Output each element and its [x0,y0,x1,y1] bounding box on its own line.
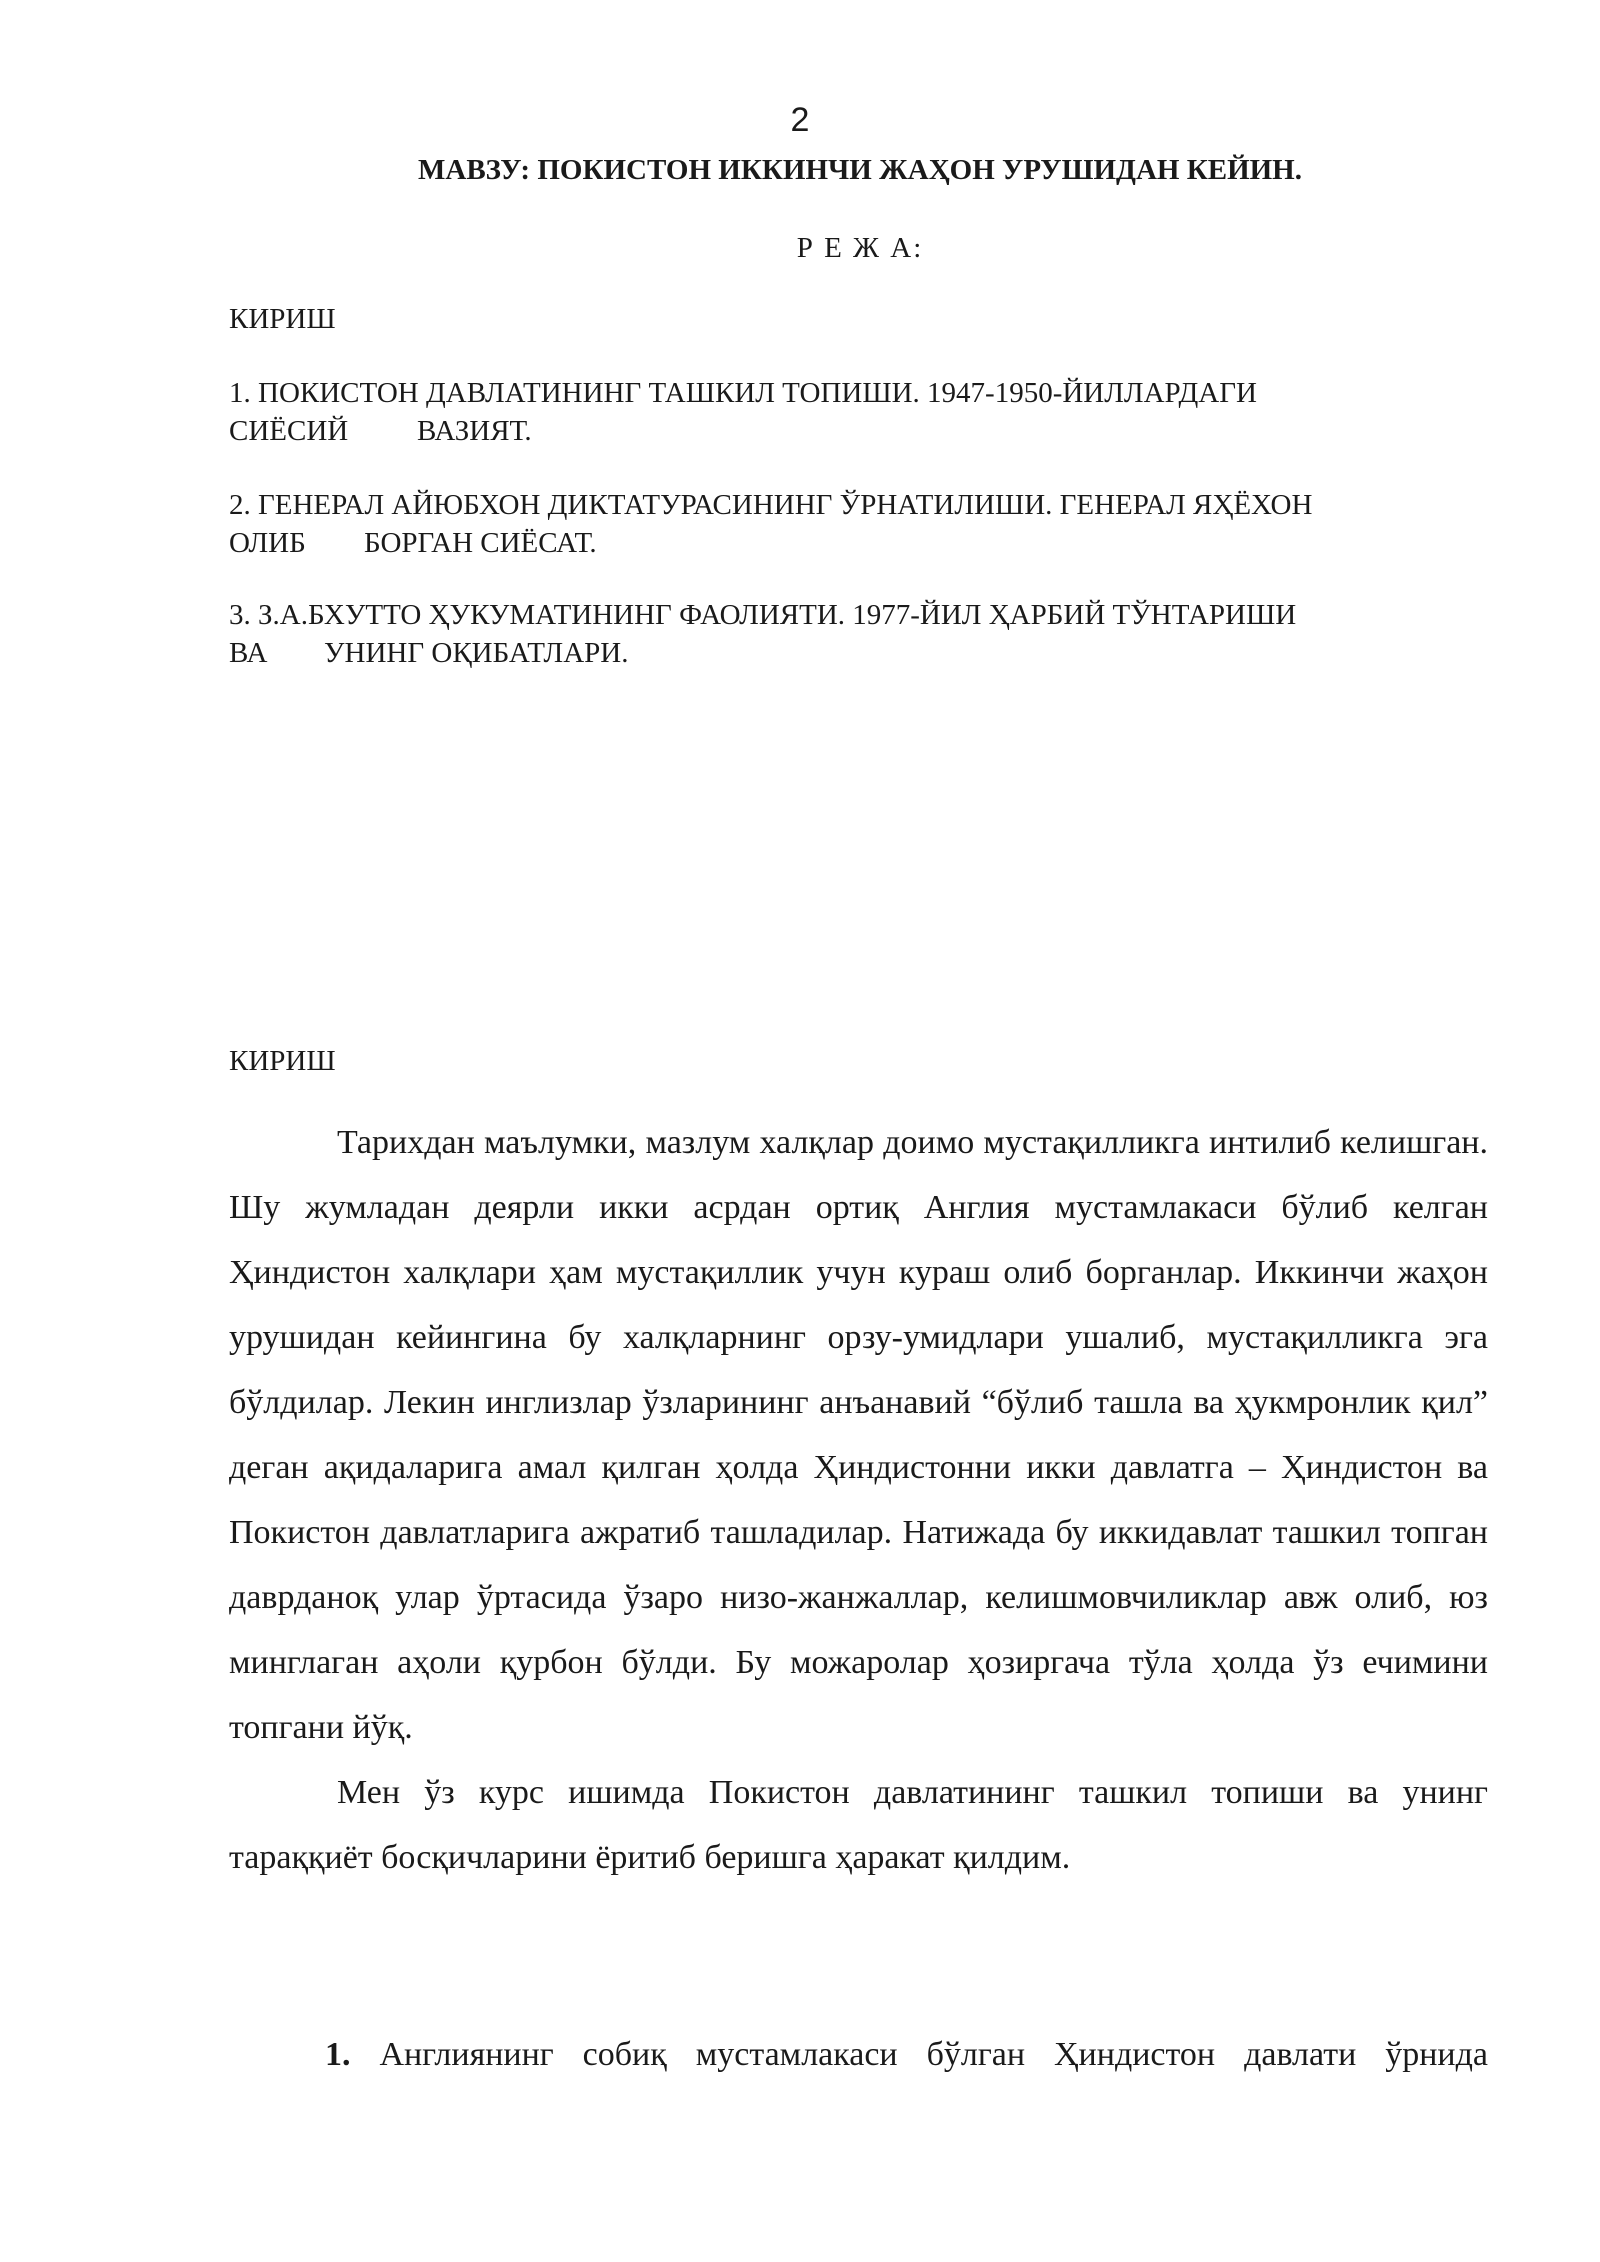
plan-item-2-line1: 2. ГЕНЕРАЛ АЙЮБХОН ДИКТАТУРАСИНИНГ ЎРНАТИЛИШИ. ГЕНЕРАЛ ЯҲЁХОН [229,489,1313,521]
plan-intro-label: КИРИШ [229,303,336,335]
plan-item-1-line2b: ВАЗИЯТ. [417,415,532,447]
point-number: 1. [325,2036,351,2073]
plan-title: Р Е Ж А: [796,232,924,264]
section-body [229,1110,1488,1890]
plan-item-3-line2a: ВА [229,637,268,669]
page-number: 2 [790,101,810,139]
plan-item-1-line2a: СИЁСИЙ [229,415,349,447]
plan-item-2-line2b: БОРГАН СИЁСАТ. [364,527,597,559]
document-topic-heading: МАВЗУ: ПОКИСТОН ИККИНЧИ ЖАҲОН УРУШИДАН КЕЙИН. [418,154,1302,186]
plan-item-3-line1: 3. З.А.БХУТТО ҲУКУМАТИНИНГ ФАОЛИЯТИ. 1977-ЙИЛ ҲАРБИЙ ТЎНТАРИШИ [229,599,1297,631]
section-heading-intro: КИРИШ [229,1045,336,1077]
plan-item-1-line1: 1. ПОКИСТОН ДАВЛАТИНИНГ ТАШКИЛ ТОПИШИ. 1947-1950-ЙИЛЛАРДАГИ [229,377,1257,409]
numbered-point-1 [229,2022,1488,2087]
paragraph-1: Тарихдан маълумки, мазлум халқлар доимо мустақилликга интилиб келишган. Шу жумладан деярли икки асрдан ортиқ Англия мустамлакаси бўлиб келган Ҳиндистон халқлари ҳам мустақиллик учун кураш олиб борганлар. Иккинчи жаҳон урушидан кейингина бу халқларнинг орзу-умидлари ушалиб, мустақилликга эга бўлдилар. Лекин инглизлар ўзларининг анъанавий “бўлиб ташла ва ҳукмронлик қил” деган ақидаларига амал қилган ҳолда Ҳиндистонни икки давлатга – Ҳиндистон ва Покистон давлатларига ажратиб ташладилар. Натижада бу иккидавлат ташкил топган даврданоқ улар ўртасида ўзаро низо-жанжаллар, келишмовчиликлар авж олиб, юз минглаган аҳоли қурбон бўлди. Бу можаролар ҳозиргача тўла ҳолда ўз ечимини топгани йўқ. [229,1124,1488,1746]
plan-item-2-line2a: ОЛИБ [229,527,306,559]
paragraph-2: Мен ўз курс ишимда Покистон давлатининг ташкил топиши ва унинг тараққиёт босқичларини ёритиб беришга ҳаракат қилдим. [229,1774,1488,1876]
point-text: Англиянинг собиқ мустамлакаси бўлган Ҳиндистон давлати ўрнида [379,2036,1489,2073]
plan-item-3-line2b: УНИНГ ОҚИБАТЛАРИ. [324,637,629,669]
